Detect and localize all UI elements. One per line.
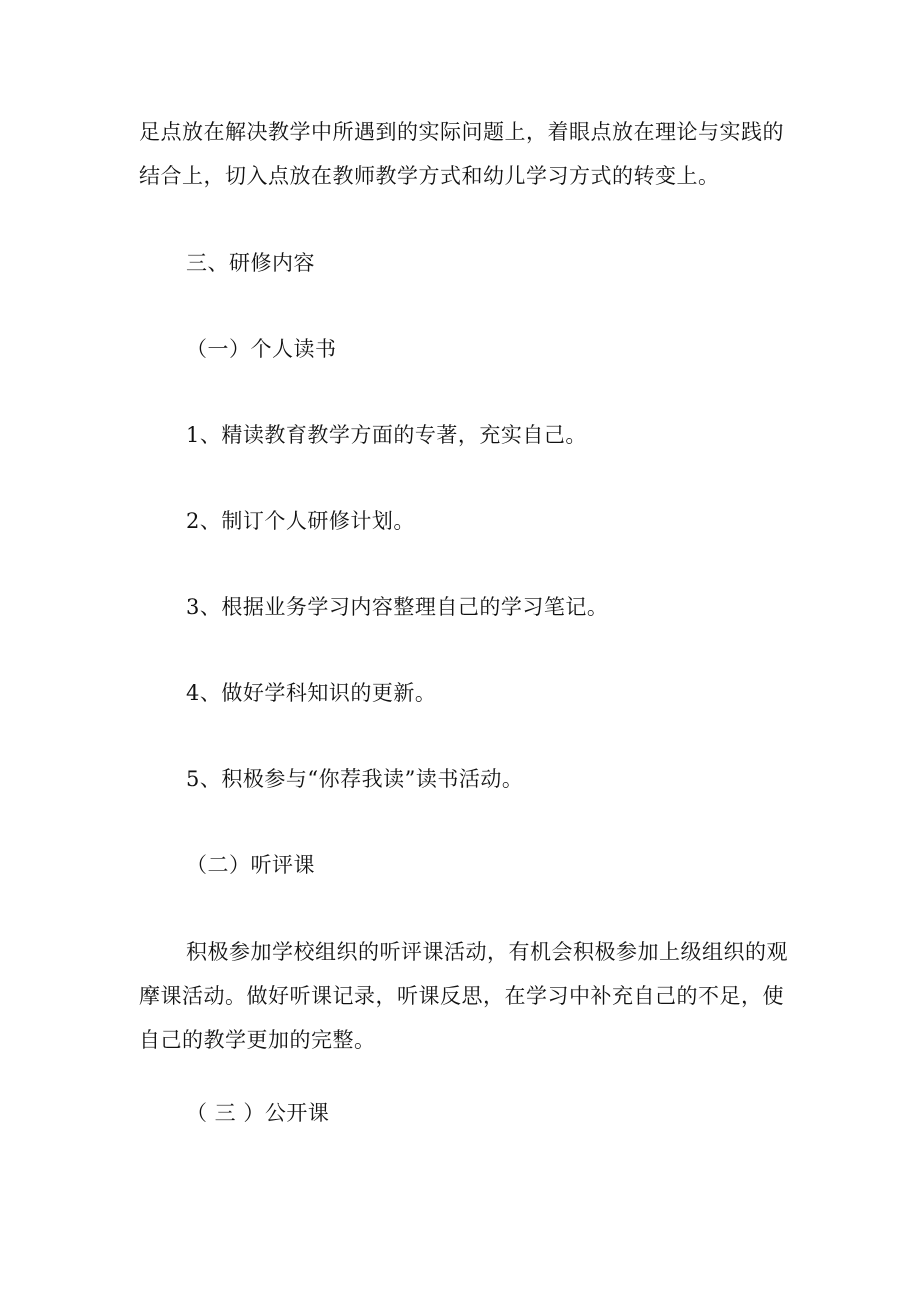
intro-line-2: 结合上，切入点放在教师教学方式和幼儿学习方式的转变上。	[139, 164, 720, 188]
subsection-title-1: （一）个人读书	[186, 337, 337, 361]
sub2-line-2: 摩课活动。做好听课记录，听课反思，在学习中补充自己的不足，使	[139, 984, 784, 1008]
subsection-title-3: （ 三 ）公开课	[186, 1101, 330, 1125]
list-item: 3、根据业务学习内容整理自己的学习笔记。	[186, 595, 609, 619]
sub2-line-1: 积极参加学校组织的听评课活动，有机会积极参加上级组织的观	[186, 940, 788, 964]
list-item: 4、做好学科知识的更新。	[186, 681, 437, 705]
list-item: 5、积极参与“你荐我读”读书活动。	[186, 767, 524, 791]
list-item: 2、制订个人研修计划。	[186, 509, 415, 533]
intro-line-1: 足点放在解决教学中所遇到的实际问题上，着眼点放在理论与实践的	[139, 120, 784, 144]
list-item: 1、精读教育教学方面的专著，充实自己。	[186, 423, 587, 447]
sub2-paragraph	[139, 930, 789, 1062]
sub2-line-3: 自己的教学更加的完整。	[139, 1028, 376, 1052]
intro-paragraph	[139, 110, 789, 198]
subsection-title-2: （二）听评课	[186, 853, 315, 877]
section-title: 三、研修内容	[186, 251, 315, 275]
